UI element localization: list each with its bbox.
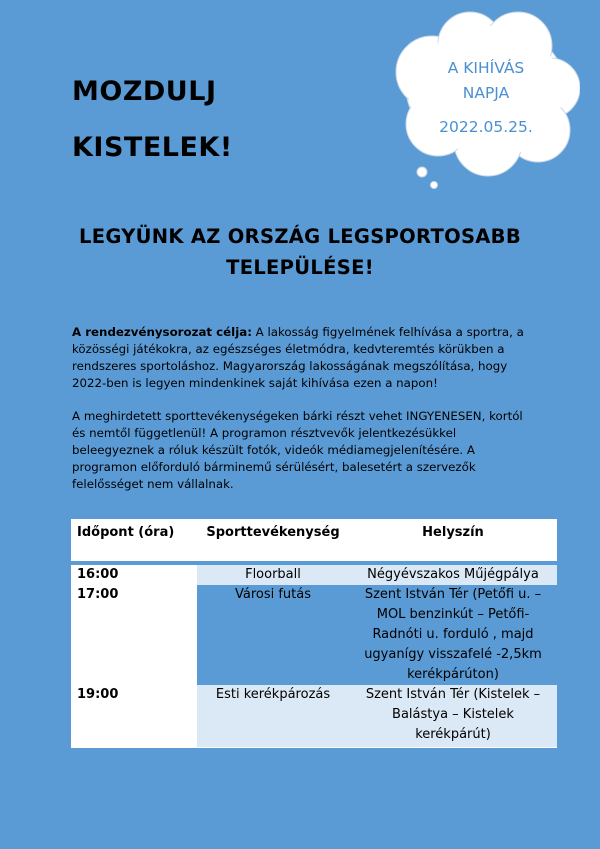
header-time: Időpont (óra): [71, 519, 197, 561]
row-location: Szent István Tér (Kistelek – Balástya – Kistelek kerékpárút): [349, 685, 557, 748]
header-location: Helyszín: [349, 519, 557, 561]
schedule-table: [71, 519, 557, 748]
event-date: 2022.05.25.: [439, 118, 533, 136]
cloud-text: [392, 56, 580, 140]
header-activity: Sporttevékenység: [197, 519, 349, 561]
row-location: Négyévszakos Műjégpálya: [349, 565, 557, 585]
row-location: Szent István Tér (Petőfi u. – MOL benzinkút – Petőfi-Radnóti u. forduló , majd ugyanígy visszafelé -2,5km kerékpárúton): [364, 587, 542, 682]
intro-text: A lakosság figyelmének felhívása a sportra, a közösségi játékokra, az egészséges életmódra, kedvteremtés körükben a rendszeres sportoláshoz. Magyarország lakosságának megszólítása, hogy 2022-ben is legyen mindenkinek saját kihívása ezen a napon!: [72, 325, 524, 390]
row-time: 17:00: [71, 585, 197, 685]
table-row: [71, 685, 557, 748]
notice-paragraph: A meghirdetett sporttevékenységeken bárki részt vehet INGYENESEN, kortól és nemtől függetlenül! A programon résztvevők jelentkezésükkel beleegyeznek a róluk készült fotók, videók médiamegjelenítésére. A programon előforduló bárminemű sérülésért, balesetért a szervezők felelősséget nem vállalnak.: [72, 409, 523, 491]
intro-paragraph: [72, 324, 538, 392]
title-line-2: KISTELEK!: [72, 132, 233, 163]
subtitle: [55, 221, 545, 283]
row-activity: Floorball: [197, 565, 349, 585]
table-header-row: [71, 519, 557, 561]
row-time: 19:00: [71, 685, 197, 748]
row-time: 16:00: [71, 565, 197, 585]
intro-label: A rendezvénysorozat célja:: [72, 325, 252, 339]
row-activity: Városi futás: [234, 587, 312, 602]
title-line-1: MOZDULJ: [72, 76, 217, 107]
date-cloud: [392, 10, 580, 195]
cloud-line-2: NAPJA: [462, 84, 510, 102]
table-row: [71, 565, 557, 585]
subtitle-line-1: LEGYÜNK AZ ORSZÁG LEGSPORTOSABB: [78, 225, 522, 248]
page-title: [72, 78, 233, 161]
row-activity: Esti kerékpározás: [197, 685, 349, 748]
subtitle-line-2: TELEPÜLÉSE!: [226, 256, 374, 279]
table-row: [71, 585, 557, 685]
cloud-line-1: A KIHÍVÁS: [447, 59, 525, 77]
